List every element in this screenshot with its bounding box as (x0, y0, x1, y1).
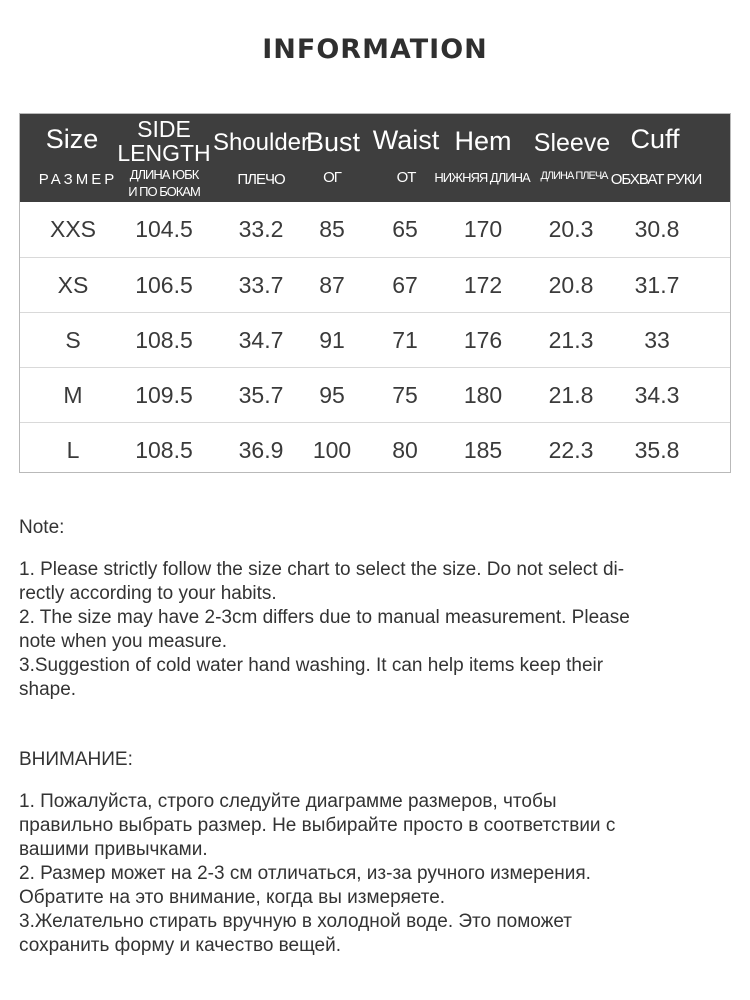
cell-cuff: 35.8 (634, 437, 680, 463)
cell-waist: 67 (392, 272, 418, 298)
cell-size: L (66, 437, 80, 463)
note-item-2-line-2: note when you measure. (19, 631, 228, 652)
table-row (20, 257, 730, 312)
table-row (20, 422, 730, 477)
header-bust-ru: ОГ (323, 169, 341, 186)
warning-item-3-line-2: сохранить форму и качество вещей. (19, 935, 341, 956)
header-shoulder-ru: ПЛЕЧО (237, 171, 285, 188)
cell-side-length: 108.5 (135, 437, 193, 463)
cell-sleeve: 21.8 (548, 382, 594, 408)
cell-waist: 65 (392, 216, 418, 242)
warning-item-2-line-1: 2. Размер может на 2-3 см отличаться, из-за ручного измерения. (19, 863, 591, 884)
cell-cuff: 31.7 (634, 272, 680, 298)
warning-item-1-line-1: 1. Пожалуйста, строго следуйте диаграмме размеров, чтобы (19, 791, 557, 812)
note-item-3-line-1: 3.Suggestion of cold water hand washing. It can help items keep their (19, 655, 604, 676)
header-sleeve: Sleeve (533, 129, 611, 157)
notes-section (19, 516, 731, 958)
cell-sleeve: 20.8 (548, 272, 594, 298)
note-item-2-line-1: 2. The size may have 2-3cm differs due to manual measurement. Please (19, 607, 630, 628)
header-bust: Bust (305, 127, 361, 157)
table-row (20, 367, 730, 422)
cell-shoulder: 35.7 (238, 382, 284, 408)
header-waist-ru: ОТ (396, 169, 416, 186)
header-hem: Hem (454, 126, 512, 156)
cell-bust: 87 (319, 272, 345, 298)
cell-hem: 172 (463, 272, 503, 298)
header-size: Size (45, 124, 99, 154)
page-title: INFORMATION (262, 34, 488, 65)
cell-sleeve: 21.3 (548, 327, 594, 353)
warning-item-3-line-1: 3.Желательно стирать вручную в холодной воде. Это поможет (19, 911, 573, 932)
cell-waist: 80 (392, 437, 418, 463)
cell-hem: 180 (463, 382, 503, 408)
cell-hem: 176 (463, 327, 503, 353)
cell-sleeve: 20.3 (548, 216, 594, 242)
cell-cuff: 30.8 (634, 216, 680, 242)
note-item-1-line-2: rectly according to your habits. (19, 583, 277, 604)
header-cuff-ru: ОБХВАТ РУКИ (610, 171, 702, 188)
cell-shoulder: 33.2 (238, 216, 284, 242)
cell-hem: 170 (463, 216, 503, 242)
cell-bust: 85 (319, 216, 345, 242)
table-body (20, 202, 730, 477)
cell-bust: 100 (312, 437, 352, 463)
note-item-1-line-1: 1. Please strictly follow the size chart to select the size. Do not select di- (19, 559, 625, 580)
cell-bust: 91 (319, 327, 345, 353)
table-row (20, 312, 730, 367)
note-item-3-line-2: shape. (19, 679, 77, 700)
warning-item-1-line-3: вашими привычками. (19, 839, 208, 860)
header-side-length-ru: ДЛИНА ЮБК И ПО БОКАМ (128, 167, 200, 199)
warning-item-2-line-2: Обратите на это внимание, когда вы измеряете. (19, 887, 446, 908)
header-cuff: Cuff (630, 124, 680, 154)
cell-cuff: 34.3 (634, 382, 680, 408)
header-sleeve-ru: ДЛИНА ПЛЕЧА (540, 170, 608, 182)
header-shoulder: Shoulder (212, 129, 310, 156)
note-heading: Note: (19, 517, 65, 538)
cell-shoulder: 33.7 (238, 272, 284, 298)
cell-side-length: 104.5 (135, 216, 193, 242)
cell-size: XXS (49, 216, 97, 242)
header-size-ru: РАЗМЕР (38, 171, 118, 188)
cell-size: S (65, 327, 81, 353)
cell-size: XS (57, 272, 89, 298)
table-row (20, 202, 730, 257)
cell-bust: 95 (319, 382, 345, 408)
table-header (20, 114, 730, 202)
cell-side-length: 106.5 (135, 272, 193, 298)
cell-side-length: 109.5 (135, 382, 193, 408)
header-waist: Waist (372, 125, 440, 155)
header-hem-ru: НИЖНЯЯ ДЛИНА (434, 170, 530, 185)
cell-shoulder: 34.7 (238, 327, 284, 353)
size-chart-table (19, 113, 731, 473)
cell-waist: 75 (392, 382, 418, 408)
warning-item-1-line-2: правильно выбрать размер. Не выбирайте просто в соответствии с (19, 815, 616, 836)
cell-hem: 185 (463, 437, 503, 463)
warning-heading: ВНИМАНИЕ: (19, 749, 133, 770)
header-side-length: SIDE LENGTH (117, 116, 211, 166)
cell-shoulder: 36.9 (238, 437, 284, 463)
cell-sleeve: 22.3 (548, 437, 594, 463)
cell-waist: 71 (392, 327, 418, 353)
cell-side-length: 108.5 (135, 327, 193, 353)
cell-cuff: 33 (644, 327, 670, 353)
cell-size: M (63, 382, 83, 408)
